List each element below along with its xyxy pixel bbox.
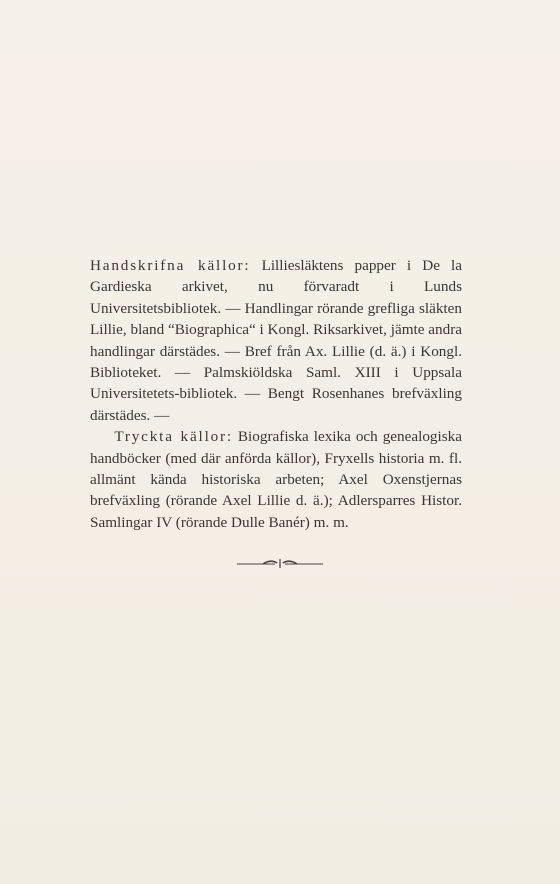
flourish-divider-icon	[235, 556, 325, 570]
printed-sources-text: Biografiska lexika och genealogiska handböcker (med där anförda källor), Fryxells historia m. fl. allmänt kända historiska arbeten; Axel Oxenstjernas brefväxling (rörande Axel Lillie d. ä.); Adlersparres Histor. Samlingar IV (rörande Dulle Banér) m. m.	[90, 428, 462, 531]
end-ornament	[0, 555, 560, 574]
sources-text-block	[90, 255, 462, 533]
manuscript-sources-text: Lilliesläktens papper i De la Gardieska arkivet, nu förvaradt i Lunds Universitetsbibliotek. — Handlingar rörande grefliga släkten Lillie, bland “Biographica“ i Kongl. Riksarkivet, jämte andra handlingar därstädes. — Bref från Ax. Lillie (d. ä.) i Kongl. Biblioteket. — Palmskiöldska Saml. XIII i Uppsala Universitetets-bibliotek. — Bengt Rosenhanes brefväxling därstädes. —	[90, 257, 462, 424]
printed-sources-heading: Tryckta källor:	[114, 428, 233, 446]
manuscript-sources-paragraph	[90, 255, 462, 426]
printed-sources-paragraph	[90, 426, 462, 533]
manuscript-sources-heading: Handskrifna källor:	[90, 257, 251, 274]
